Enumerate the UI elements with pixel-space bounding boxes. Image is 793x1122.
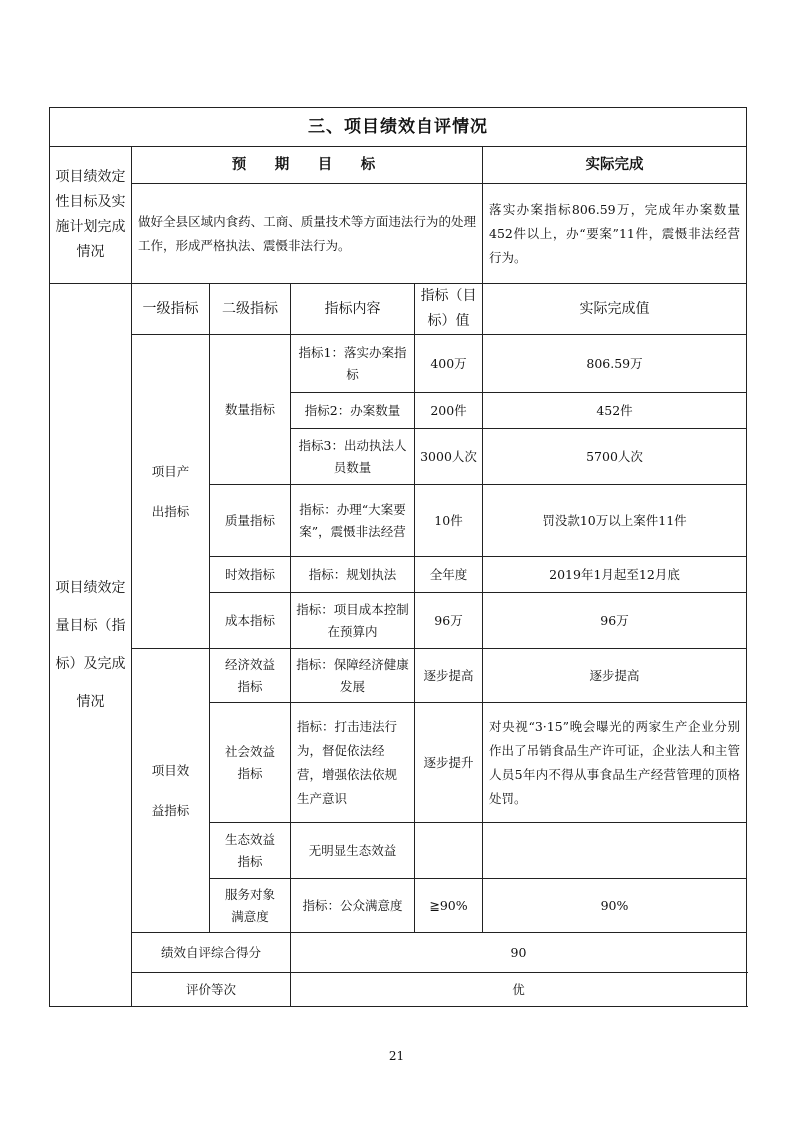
cost-level2: 成本指标 — [210, 593, 291, 649]
actual-completion-header: 实际完成 — [483, 147, 747, 184]
actual-completion-text: 落实办案指标806.59万，完成年办案数量452件以上，办“要案”11件，震慑非法经营行为。 — [483, 184, 747, 284]
qty2-target: 200件 — [415, 393, 483, 429]
header-content: 指标内容 — [291, 284, 415, 335]
quality-content: 指标：办理“大案要案”，震慑非法经营 — [291, 485, 415, 557]
qty3-actual: 5700人次 — [483, 429, 747, 485]
time-target: 全年度 — [415, 557, 483, 593]
performance-table — [49, 107, 747, 1007]
qty-level2: 数量指标 — [210, 335, 291, 485]
score-label: 绩效自评综合得分 — [132, 933, 291, 973]
economic-actual: 逐步提高 — [483, 649, 747, 703]
qty2-actual: 452件 — [483, 393, 747, 429]
economic-level2: 经济效益指标 — [210, 649, 291, 703]
expected-goal-text: 做好全县区域内食药、工商、质量技术等方面违法行为的处理工作，形成严格执法、震慑非法行为。 — [132, 184, 483, 284]
cost-content: 指标：项目成本控制在预算内 — [291, 593, 415, 649]
eco-actual — [483, 823, 747, 879]
table-title: 三、项目绩效自评情况 — [50, 108, 747, 147]
quantitative-label: 项目绩效定量目标（指标）及完成情况 — [50, 284, 132, 1007]
economic-target: 逐步提高 — [415, 649, 483, 703]
effect-group-label: 项目效益指标 — [132, 649, 210, 933]
qty1-actual: 806.59万 — [483, 335, 747, 393]
grade-value: 优 — [291, 973, 747, 1007]
social-actual: 对央视“3·15”晚会曝光的两家生产企业分别作出了吊销食品生产许可证，企业法人和主管人员5年内不得从事食品生产经营管理的顶格处罚。 — [483, 703, 747, 823]
cost-actual: 96万 — [483, 593, 747, 649]
expected-goal-header: 预 期 目 标 — [132, 147, 483, 184]
time-level2: 时效指标 — [210, 557, 291, 593]
social-level2: 社会效益指标 — [210, 703, 291, 823]
social-content: 指标：打击违法行为，督促依法经营，增强依法依规生产意识 — [291, 703, 415, 823]
quality-level2: 质量指标 — [210, 485, 291, 557]
service-level2: 服务对象满意度 — [210, 879, 291, 933]
time-actual: 2019年1月起至12月底 — [483, 557, 747, 593]
service-target: ≧90% — [415, 879, 483, 933]
quality-actual: 罚没款10万以上案件11件 — [483, 485, 747, 557]
header-actual: 实际完成值 — [483, 284, 747, 335]
header-level2: 二级指标 — [210, 284, 291, 335]
qty1-target: 400万 — [415, 335, 483, 393]
quality-target: 10件 — [415, 485, 483, 557]
cost-target: 96万 — [415, 593, 483, 649]
score-value: 90 — [291, 933, 747, 973]
qty1-content: 指标1：落实办案指标 — [291, 335, 415, 393]
service-actual: 90% — [483, 879, 747, 933]
page-number: 21 — [388, 1049, 405, 1063]
eco-level2: 生态效益指标 — [210, 823, 291, 879]
qty3-content: 指标3：出动执法人员数量 — [291, 429, 415, 485]
header-level1: 一级指标 — [132, 284, 210, 335]
service-content: 指标：公众满意度 — [291, 879, 415, 933]
output-group-label: 项目产出指标 — [132, 335, 210, 649]
header-target: 指标（目标）值 — [415, 284, 483, 335]
eco-content: 无明显生态效益 — [291, 823, 415, 879]
eco-target — [415, 823, 483, 879]
qty3-target: 3000人次 — [415, 429, 483, 485]
grade-label: 评价等次 — [132, 973, 291, 1007]
economic-content: 指标：保障经济健康发展 — [291, 649, 415, 703]
social-target: 逐步提升 — [415, 703, 483, 823]
time-content: 指标：规划执法 — [291, 557, 415, 593]
qualitative-label: 项目绩效定性目标及实施计划完成情况 — [50, 147, 132, 284]
qty2-content: 指标2：办案数量 — [291, 393, 415, 429]
